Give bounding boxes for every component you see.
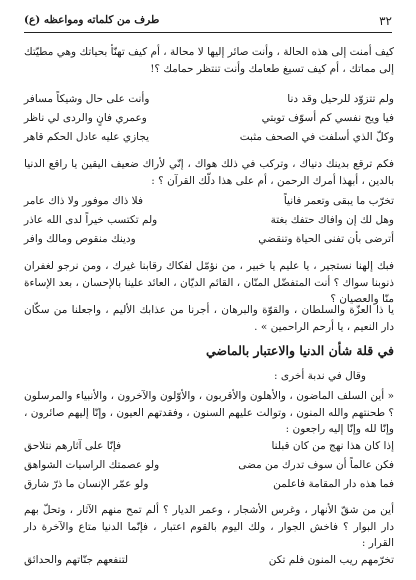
verse-line [24,459,394,475]
verse-hemistich-second: يجازي عليه عادل الحكم قاهر [24,131,150,143]
paragraph-6: أين من شقّ الأنهار ، وغرس الأشجار ، وعمر الديار ؟ ألم تمح منهم الآثار ، وتحلّ بهم دار البوار ؟ فاخش الجوار ، ولك اليوم بالقوم اعتبار ، فإنّما الدنيا متاع والآخرة دار القرار : [24,504,394,549]
verse-hemistich-first: وهل لك إن وافاك حتفك بغتة [270,214,394,226]
verse-line [24,195,394,211]
paragraph-5: « أين السلف الماضون ، والأهلون والأقربون ، والأوّلون والآخرون ، والأنبياء والمرسلون ؟ طحنتهم والله المنون ، وتوالت عليهم السنون ، وفقدتهم العيون ، وإنّا إليهم صائرون ، وإنّا لله وإنّا إليه راجعون : [24,390,394,435]
paragraph-2: فكم ترقع بدينك دنياك ، وتركب في ذلك هواك ، إنّي لأراك ضعيف اليقين يا راقع الدنيا بالدين ، أبهذا أمرك الرحمن ، أم على هذا دلّك القرآن ؟ : [24,158,394,187]
verse-line [24,233,394,249]
verse-hemistich-first: تخرّمهم ريب المنون فلم تكن [268,554,394,566]
section-subtitle: وقال في ندبة أخرى : [274,370,366,382]
verse-hemistich-first: ولم تتزوّد للرحيل وقد دنا [287,93,394,105]
verse-hemistich-first: فيا ويح نفسي كم أسوّف توبتي [261,112,394,124]
verse-hemistich-first: إذا كان هذا نهج من كان قبلنا [271,440,394,452]
verse-hemistich-second: لتنفعهم جنّاتهم والحدائق [24,554,129,566]
verse-hemistich-first: تخرّب ما يبقى وتعمر فانياً [283,195,394,207]
verse-hemistich-second: ولم تكتسب خيراً لدى الله عاذر [24,214,158,226]
verse-hemistich-second: فلا ذاك موفور ولا ذاك عامر [24,195,143,207]
paragraph-3: فبك إلهنا نستجير ، يا عليم يا خبير ، من نؤمّل لفكاك رقابنا غيرك ، ومن نرجو لغفران ذنوبنا سواك ؟ أنت المتفضّل المنّان ، القائم الديّان ، العائد علينا بالإحسان ، بعد الإساءة منّا والعصيان ؟ [24,260,394,305]
verse-hemistich-second: وعمري فانٍ والردى لي ناظر [24,112,147,124]
verse-hemistich-second: ودينك منقوص ومالك وافر [24,233,136,245]
verse-hemistich-first: فكن عالماً أن سوف تدرك من مضى [238,459,394,471]
verse-line [24,478,394,494]
verse-line [24,112,394,128]
verse-line [24,131,394,147]
section-heading: في قلة شأن الدنيا والاعتبار بالماضي [206,343,394,358]
verse-line [24,214,394,230]
page-number: ٣٢ [379,14,392,28]
verse-line [24,93,394,109]
verse-line [24,554,394,570]
verse-hemistich-first: وكلّ الذي أسلفت في الصحف مثبت [239,131,394,143]
paragraph-4: يا ذا العزّة والسلطان ، والقوّة والبرهان ، أجرنا من عذابك الأليم ، واجعلنا من سكّان دار النعيم ، يا أرحم الراحمين » . [24,304,394,333]
verse-hemistich-first: فما هذه دار المقامة فاعلمن [273,478,394,490]
verse-line [24,440,394,456]
verse-hemistich-second: فإنّا على آثارهم نتلاحق [24,440,122,452]
verse-hemistich-second: وأنت على حال وشيكاً مسافر [24,93,150,105]
paragraph-1: كيف أمنت إلى هذه الحالة ، وأنت صائر إليها لا محالة ، أم كيف تهنّأ بحياتك وهي مطيّتك إلى مماتك ، أم كيف تسيغ طعامك وأنت تنتظر حمامك ؟! [24,46,394,75]
running-title: طرف من كلماته ومواعظه (ع) [24,14,160,26]
verse-hemistich-second: ولو عمّر الإنسان ما ذرّ شارق [24,478,149,490]
page-header [24,14,392,30]
header-rule [24,32,392,33]
verse-hemistich-first: أترضى بأن تفنى الحياة وتنقضي [258,233,394,245]
verse-hemistich-second: ولو عصمتك الراسيات الشواهق [24,459,160,471]
